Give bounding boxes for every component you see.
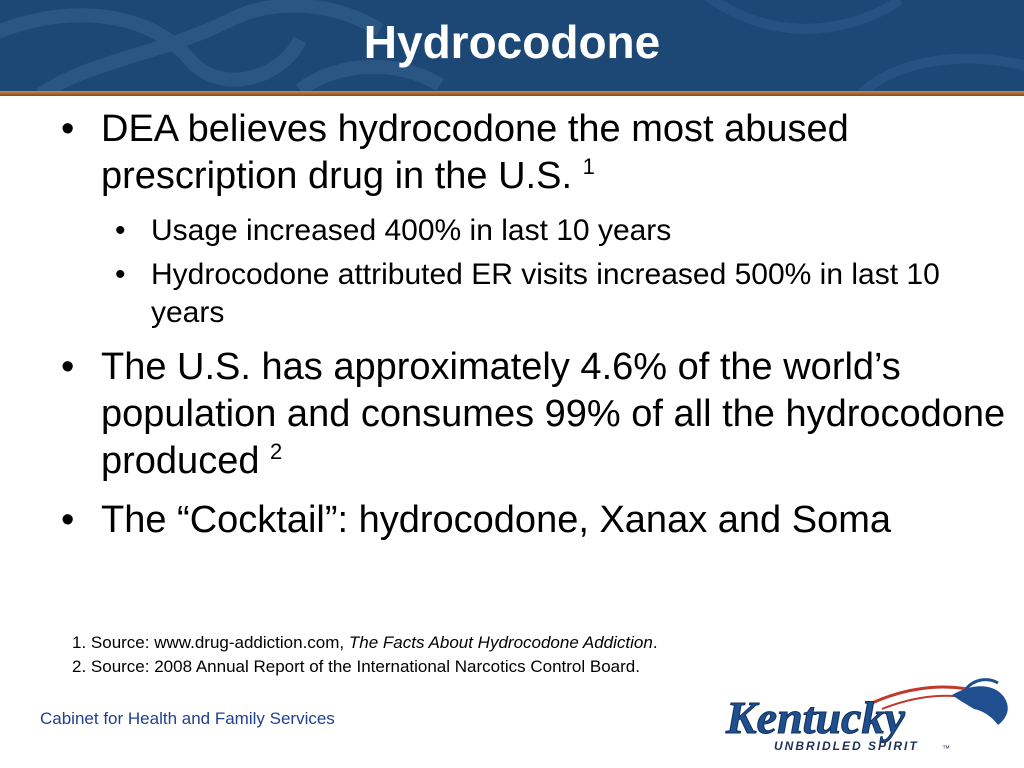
- source-1-title: The Facts About Hydrocodone Addiction: [348, 633, 653, 652]
- title-bar: [0, 0, 1024, 91]
- footnote-ref: 1: [582, 154, 595, 179]
- bullet-text: The “Cocktail”: hydrocodone, Xanax and Soma: [101, 499, 891, 541]
- sub-bullet-item: [107, 256, 1015, 332]
- bullet-icon: •: [61, 499, 75, 541]
- bullet-icon: •: [61, 108, 75, 150]
- bullet-item: [55, 497, 1015, 544]
- source-note-1: [72, 631, 658, 655]
- logo-tagline: UNBRIDLED SPIRIT: [774, 739, 919, 753]
- sub-bullet-text: Usage increased 400% in last 10 years: [151, 214, 672, 247]
- slide-title: Hydrocodone: [363, 16, 661, 68]
- logo-trademark: ™: [942, 744, 950, 753]
- bullet-icon: •: [61, 346, 75, 388]
- bullet-icon: •: [115, 214, 126, 247]
- bullet-item: [55, 344, 1015, 489]
- sub-bullet-text: Hydrocodone attributed ER visits increased 500% in last 10 years: [151, 258, 940, 329]
- footnote-ref: 2: [270, 439, 283, 464]
- bullet-icon: •: [115, 258, 126, 291]
- kentucky-logo: [722, 675, 1012, 755]
- footer-organization: Cabinet for Health and Family Services: [40, 709, 335, 728]
- bullet-text: DEA believes hydrocodone the most abused prescription drug in the U.S.: [101, 108, 849, 197]
- source-note-2: 2. Source: 2008 Annual Report of the International Narcotics Control Board.: [72, 657, 640, 676]
- logo-wordmark: Kentucky: [726, 692, 905, 743]
- bullet-text: The U.S. has approximately 4.6% of the world’s population and consumes 99% of all the hydrocodone produced: [101, 346, 1006, 482]
- source-1-suffix: .: [652, 633, 658, 652]
- bullet-item: [55, 106, 1015, 204]
- source-notes: [72, 631, 658, 679]
- header-divider: [0, 91, 1024, 96]
- sub-bullet-item: [107, 212, 1015, 250]
- source-1-prefix: 1. Source: www.drug-addiction.com,: [72, 633, 349, 652]
- bullet-list: [55, 106, 1015, 552]
